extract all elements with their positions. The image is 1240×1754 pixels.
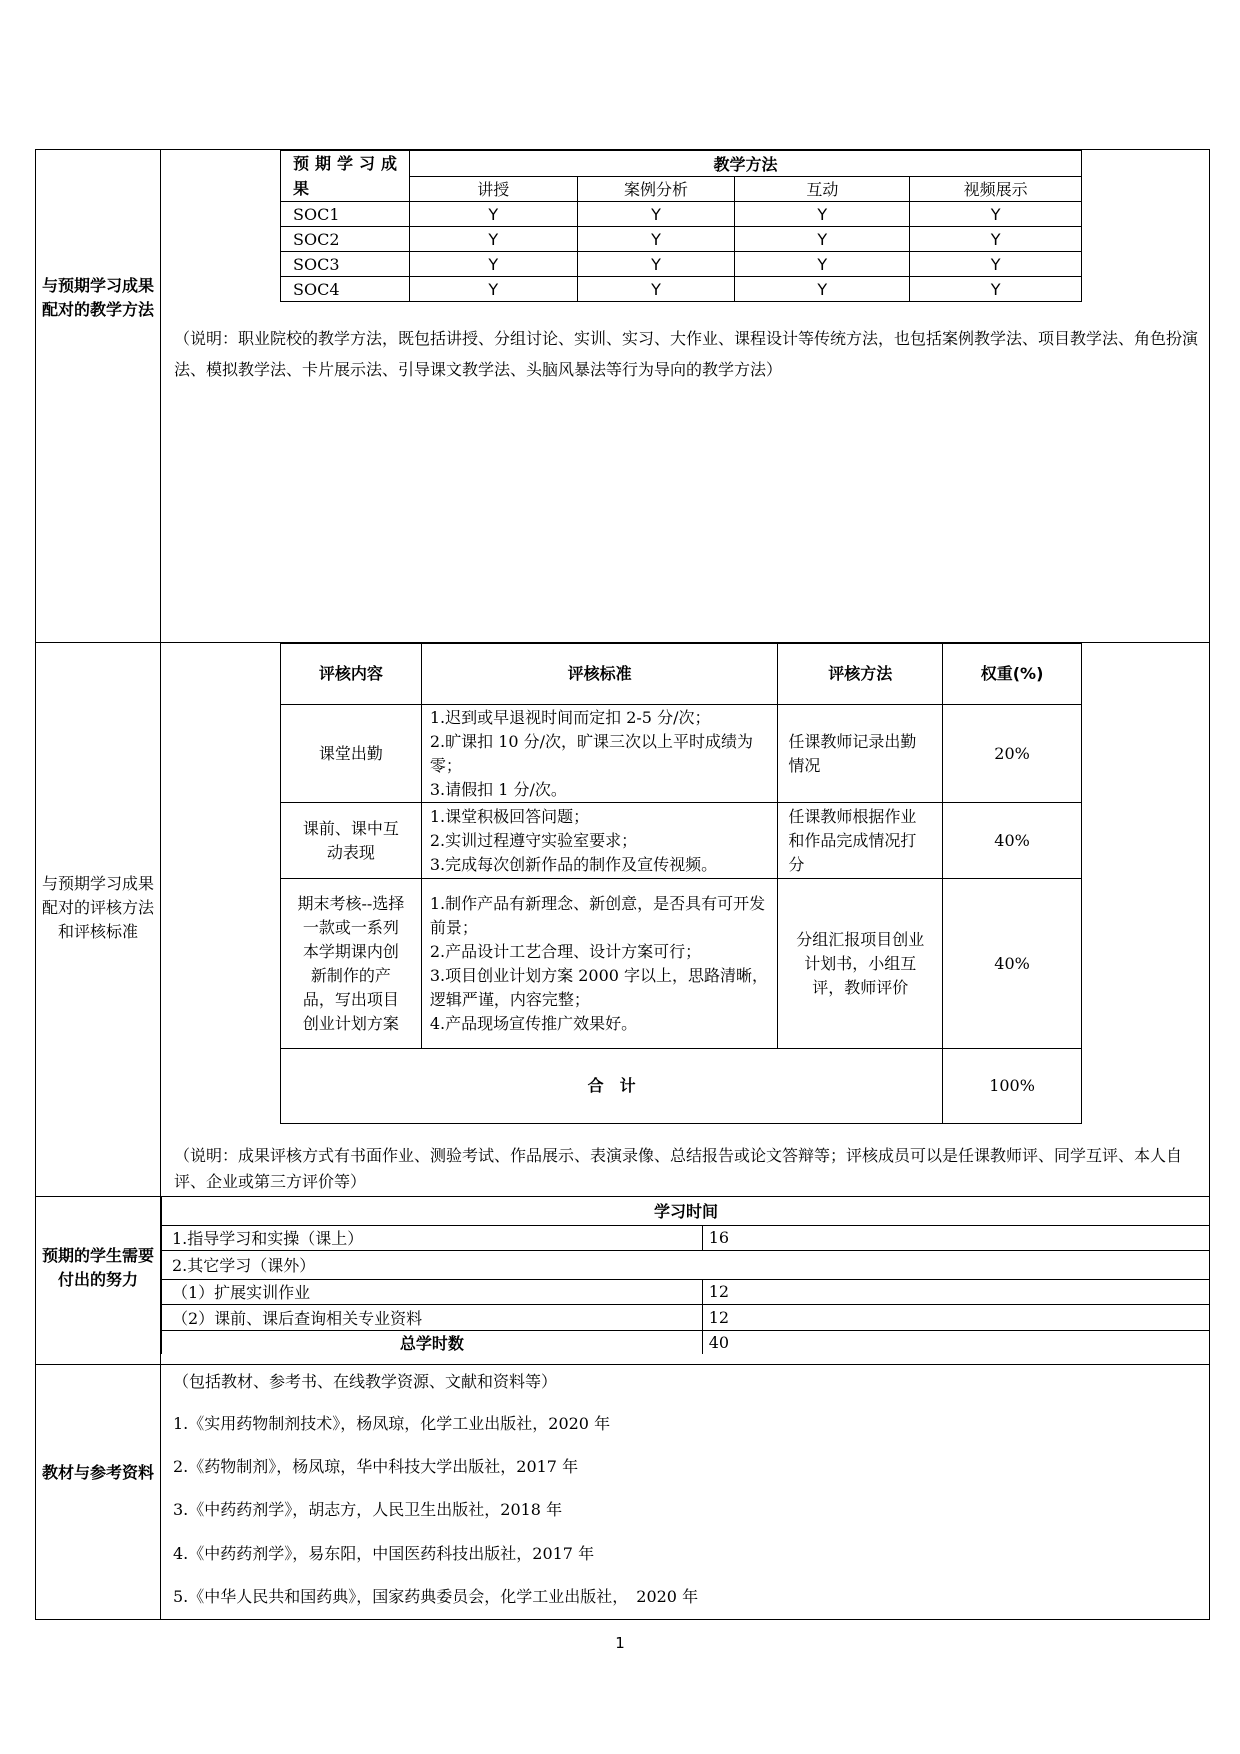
criteria-line: 3.请假扣 1 分/次。	[429, 779, 567, 799]
method-header: 案例分析	[577, 176, 735, 202]
method-mark: Y	[409, 252, 577, 277]
methods-group-header: 教学方法	[409, 151, 1081, 177]
effort-section-label: 预期的学生需要付出的努力	[41, 1246, 154, 1289]
method-mark: Y	[409, 277, 577, 302]
assessment-criteria	[421, 705, 777, 803]
method-mark: Y	[910, 202, 1082, 227]
reference-item: 2.《药物制剂》，杨凤琼，华中科技大学出版社，2017 年	[173, 1457, 579, 1476]
soc-id: SOC3	[281, 252, 410, 277]
assessment-header: 评核标准	[421, 644, 777, 705]
assessment-content: 课前、课中互动表现	[281, 803, 422, 879]
effort-header: 学习时间	[162, 1196, 1211, 1225]
assessment-section-label: 与预期学习成果配对的评核方法和评核标准	[41, 874, 154, 941]
total-row	[281, 1049, 1082, 1124]
assessment-header: 评核内容	[281, 644, 422, 705]
methods-corner-header: 预期学习成果	[281, 151, 410, 202]
effort-total-value: 40	[702, 1330, 1210, 1354]
table-row	[281, 252, 1082, 277]
assessment-note: （说明：成果评核方式有书面作业、测验考试、作品展示、表演录像、总结报告或论文答辩等；评核成员可以是任课教师评、同学互评、本人自评、企业或第三方评价等）	[174, 1146, 1183, 1191]
reference-item: 1.《实用药物制剂技术》，杨凤琼，化学工业出版社，2020 年	[173, 1414, 611, 1433]
reference-item: 3.《中药药剂学》，胡志方，人民卫生出版社，2018 年	[173, 1500, 563, 1519]
effort-hours: 16	[702, 1225, 1210, 1250]
method-mark: Y	[577, 277, 735, 302]
table-row	[162, 1330, 1211, 1354]
assessment-content: 课堂出勤	[281, 705, 422, 803]
references-intro: （包括教材、参考书、在线教学资源、文献和资料等）	[173, 1372, 558, 1391]
methods-section-label: 与预期学习成果配对的教学方法	[41, 276, 154, 319]
method-mark: Y	[577, 252, 735, 277]
assessment-content: 期末考核--选择一款或一系列本学期课内创新制作的产品，写出项目创业计划方案	[281, 879, 422, 1049]
effort-item: 2.其它学习（课外）	[162, 1250, 1211, 1279]
teaching-methods-table	[280, 150, 1082, 302]
table-row	[281, 277, 1082, 302]
criteria-line: 4.产品现场宣传推广效果好。	[429, 1013, 638, 1033]
assessment-method: 任课教师根据作业和作品完成情况打分	[778, 803, 943, 879]
method-header: 讲授	[409, 176, 577, 202]
soc-id: SOC1	[281, 202, 410, 227]
assessment-weight: 40%	[943, 879, 1082, 1049]
table-row	[281, 202, 1082, 227]
method-mark: Y	[910, 227, 1082, 252]
effort-item: （1）扩展实训作业	[162, 1279, 703, 1304]
criteria-line: 2.产品设计工艺合理、设计方案可行；	[429, 941, 702, 961]
assessment-method: 任课教师记录出勤情况	[778, 705, 943, 803]
method-header: 互动	[735, 176, 910, 202]
assessment-table	[280, 643, 1082, 1124]
assessment-method: 分组汇报项目创业计划书，小组互评，教师评价	[778, 879, 943, 1049]
assessment-weight: 40%	[943, 803, 1082, 879]
method-mark: Y	[910, 277, 1082, 302]
criteria-line: 1.课堂积极回答问题；	[429, 806, 590, 826]
total-label: 合 计	[281, 1049, 943, 1124]
criteria-line: 3.完成每次创新作品的制作及宣传视频。	[429, 854, 718, 874]
soc-id: SOC2	[281, 227, 410, 252]
table-row	[162, 1279, 1211, 1304]
effort-item: （2）课前、课后查询相关专业资料	[162, 1304, 703, 1330]
effort-total-label: 总学时数	[162, 1330, 703, 1354]
section-divider	[35, 1364, 1210, 1365]
table-row	[281, 803, 1082, 879]
table-row	[281, 705, 1082, 803]
assessment-criteria	[421, 803, 777, 879]
effort-hours: 12	[702, 1304, 1210, 1330]
assessment-header: 评核方法	[778, 644, 943, 705]
method-header: 视频展示	[910, 176, 1082, 202]
criteria-line: 1.制作产品有新理念、新创意，是否具有可开发前景；	[429, 893, 766, 937]
method-mark: Y	[910, 252, 1082, 277]
effort-hours: 12	[702, 1279, 1210, 1304]
criteria-line: 3.项目创业计划方案 2000 字以上，思路清晰，逻辑严谨，内容完整；	[429, 965, 769, 1009]
reference-item: 5.《中华人民共和国药典》，国家药典委员会，化学工业出版社， 2020 年	[173, 1587, 699, 1606]
effort-item: 1.指导学习和实操（课上）	[162, 1225, 703, 1250]
table-row	[162, 1250, 1211, 1279]
criteria-line: 1.迟到或早退视时间而定扣 2-5 分/次；	[429, 707, 711, 727]
method-mark: Y	[577, 227, 735, 252]
method-mark: Y	[409, 202, 577, 227]
table-row	[162, 1225, 1211, 1250]
references-section-label: 教材与参考资料	[41, 1463, 154, 1482]
assessment-weight: 20%	[943, 705, 1082, 803]
table-row	[162, 1304, 1211, 1330]
total-weight: 100%	[943, 1049, 1082, 1124]
method-mark: Y	[409, 227, 577, 252]
table-row	[281, 227, 1082, 252]
assessment-header: 权重(%)	[943, 644, 1082, 705]
soc-id: SOC4	[281, 277, 410, 302]
criteria-line: 2.旷课扣 10 分/次，旷课三次以上平时成绩为零；	[429, 731, 754, 775]
method-mark: Y	[735, 227, 910, 252]
method-mark: Y	[735, 277, 910, 302]
reference-item: 4.《中药药剂学》，易东阳，中国医药科技出版社，2017 年	[173, 1544, 595, 1563]
method-mark: Y	[577, 202, 735, 227]
methods-note: （说明：职业院校的教学方法，既包括讲授、分组讨论、实训、实习、大作业、课程设计等传统方法，也包括案例教学法、项目教学法、角色扮演法、模拟教学法、卡片展示法、引导课文教学法、头脑风暴法等行为导向的教学方法）	[174, 329, 1199, 379]
assessment-criteria	[421, 879, 777, 1049]
page-number: 1	[615, 1634, 625, 1652]
table-row	[281, 879, 1082, 1049]
method-mark: Y	[735, 202, 910, 227]
method-mark: Y	[735, 252, 910, 277]
effort-table	[161, 1196, 1210, 1354]
criteria-line: 2.实训过程遵守实验室要求；	[429, 830, 638, 850]
